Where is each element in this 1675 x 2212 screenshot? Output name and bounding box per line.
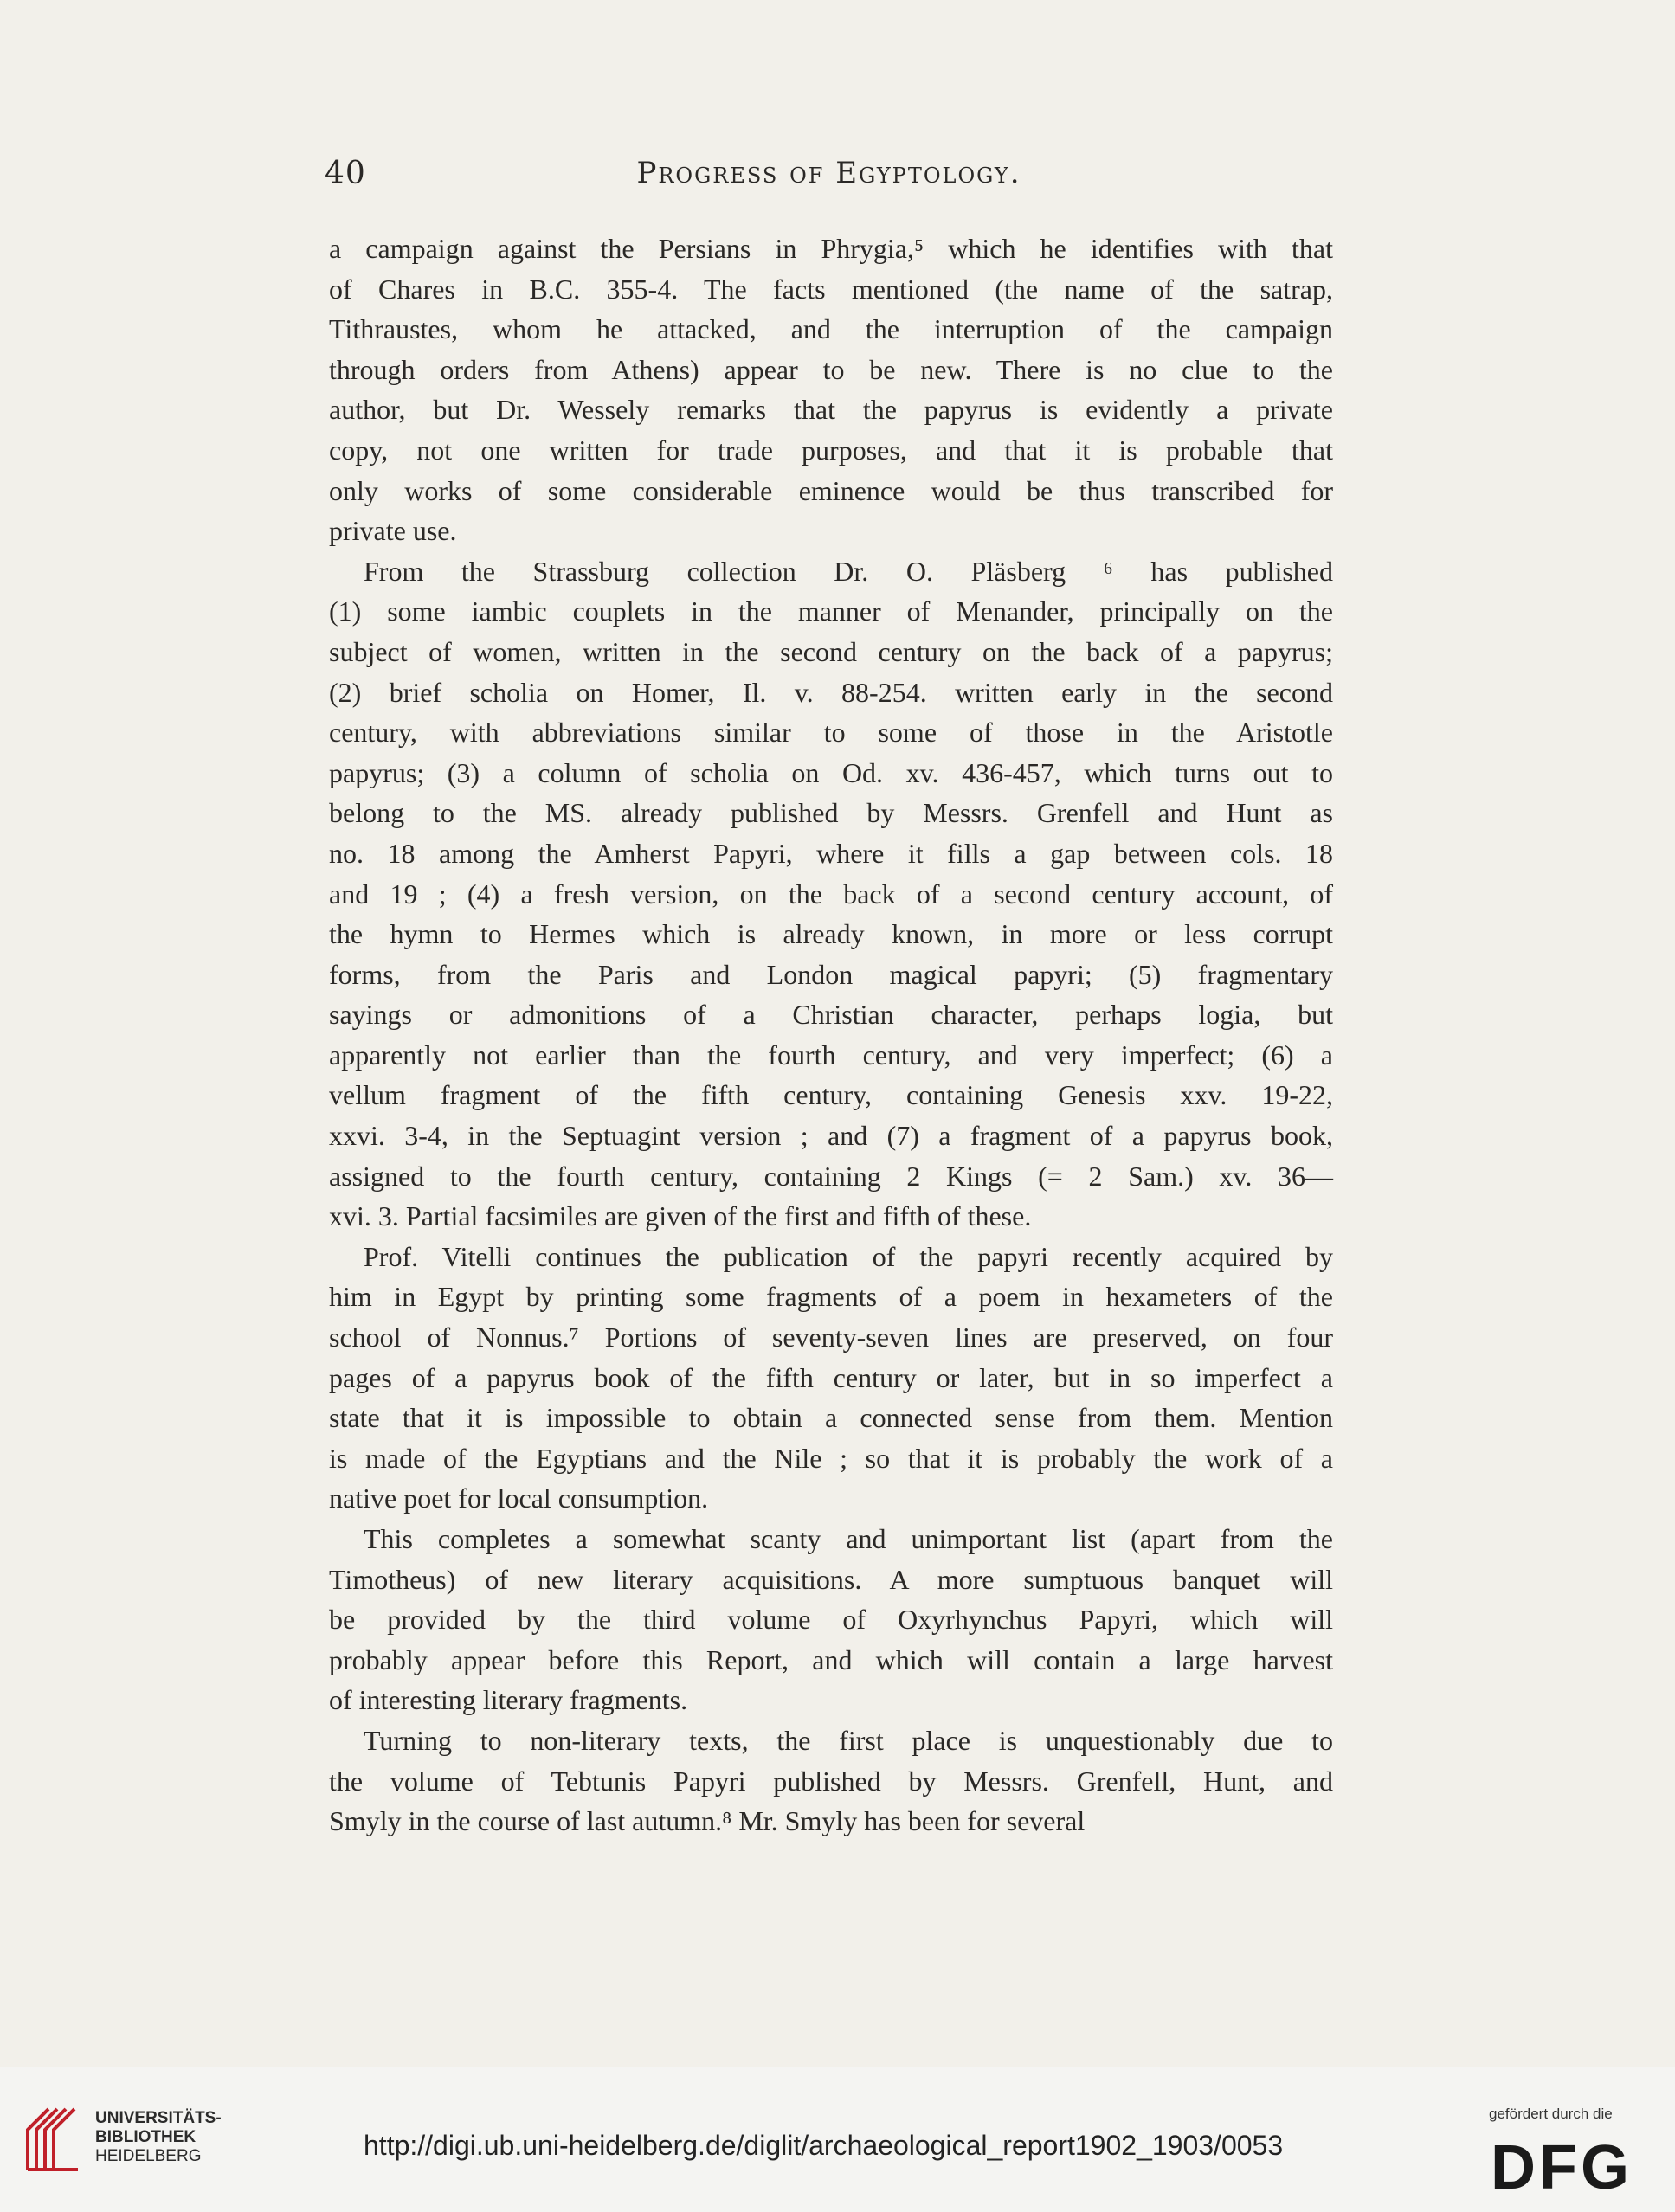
text-line: sayings or admonitions of a Christian character, perhaps logia, but [329, 999, 1333, 1031]
library-name [95, 2109, 222, 2166]
text-line: century, with abbreviations similar to some of those in the Aristotle [329, 717, 1333, 749]
text-line: be provided by the third volume of Oxyrhynchus Papyri, which will [329, 1604, 1333, 1636]
body-text [329, 228, 1333, 1842]
text-line: copy, not one written for trade purposes, and that it is probable that [329, 434, 1333, 466]
text-line: assigned to the fourth century, containing 2 Kings (= 2 Sam.) xv. 36— [329, 1160, 1333, 1192]
text-line: (1) some iambic couplets in the manner of Menander, principally on the [329, 595, 1333, 627]
library-name-line1: UNIVERSITÄTS- [95, 2109, 222, 2127]
paragraph [329, 551, 1333, 1237]
text-line: author, but Dr. Wessely remarks that the papyrus is evidently a private [329, 394, 1333, 426]
text-line: a campaign against the Persians in Phrygia,⁵ which he identifies with that [329, 233, 1333, 264]
text-line: papyrus; (3) a column of scholia on Od. xv. 436-457, which turns out to [329, 756, 1333, 788]
text-line: pages of a papyrus book of the fifth century or later, but in so imperfect a [329, 1361, 1333, 1393]
text-line: through orders from Athens) appear to be new. There is no clue to the [329, 353, 1333, 385]
text-line: only works of some considerable eminence would be thus transcribed for [329, 474, 1333, 506]
paragraph [329, 1237, 1333, 1519]
text-line: the volume of Tebtunis Papyri published by Messrs. Grenfell, Hunt, and [329, 1765, 1333, 1797]
text-line: is made of the Egyptians and the Nile ; so that it is probably the work of a [329, 1442, 1333, 1474]
text-line: Turning to non-literary texts, the first place is unquestionably due to [364, 1724, 1333, 1756]
text-line: xxvi. 3-4, in the Septuagint version ; and (7) a fragment of a papyrus book, [329, 1120, 1333, 1152]
text-line: From the Strassburg collection Dr. O. Pläsberg ⁶ has published [364, 555, 1333, 587]
text-line: Smyly in the course of last autumn.⁸ Mr. Smyly has been for several [329, 1805, 1086, 1837]
paragraph [329, 1720, 1333, 1842]
text-line: probably appear before this Report, and which will contain a large harvest [329, 1643, 1333, 1675]
page-number: 40 [325, 156, 366, 191]
text-line: Timotheus) of new literary acquisitions. A more sumptuous banquet will [329, 1563, 1333, 1595]
running-title: Progress of Egyptology. [636, 156, 1021, 190]
footer-bar [0, 2067, 1675, 2212]
text-line: school of Nonnus.⁷ Portions of seventy-seven lines are preserved, on four [329, 1321, 1333, 1354]
page-header [325, 156, 1333, 199]
text-line: native poet for local consumption. [329, 1482, 709, 1514]
text-line: no. 18 among the Amherst Papyri, where it fills a gap between cols. 18 [329, 837, 1333, 869]
text-line: the hymn to Hermes which is already known, in more or less corrupt [329, 918, 1333, 950]
text-line: This completes a somewhat scanty and unimportant list (apart from the [364, 1523, 1333, 1554]
text-line: apparently not earlier than the fourth century, and very imperfect; (6) a [329, 1038, 1333, 1071]
funder-note: gefördert durch die [1489, 2106, 1613, 2122]
text-line: subject of women, written in the second century on the back of a papyrus; [329, 635, 1333, 667]
text-line: and 19 ; (4) a fresh version, on the back of a second century account, of [329, 878, 1333, 910]
text-line: Tithraustes, whom he attacked, and the interruption of the campaign [329, 313, 1333, 345]
paragraph [329, 228, 1333, 551]
dfg-logo: DFG [1491, 2133, 1633, 2202]
text-line: vellum fragment of the fifth century, containing Genesis xxv. 19-22, [329, 1079, 1333, 1111]
permalink-url[interactable]: http://digi.ub.uni-heidelberg.de/diglit/archaeological_report1902_1903/0053 [364, 2130, 1284, 2161]
text-line: forms, from the Paris and London magical papyri; (5) fragmentary [329, 958, 1333, 990]
library-name-line3: HEIDELBERG [95, 2147, 202, 2165]
library-name-line2: BIBLIOTHEK [95, 2128, 196, 2146]
text-line: xvi. 3. Partial facsimiles are given of the first and fifth of these. [329, 1200, 1032, 1232]
text-line: Prof. Vitelli continues the publication of the papyri recently acquired by [364, 1240, 1333, 1272]
text-line: him in Egypt by printing some fragments of a poem in hexameters of the [329, 1281, 1333, 1313]
text-line: of interesting literary fragments. [329, 1684, 688, 1716]
text-line: state that it is impossible to obtain a connected sense from them. Mention [329, 1402, 1333, 1434]
text-line: private use. [329, 515, 457, 547]
university-library-logo-icon [23, 2106, 83, 2173]
text-line: (2) brief scholia on Homer, Il. v. 88-254. written early in the second [329, 676, 1333, 708]
paragraph [329, 1519, 1333, 1720]
text-line: belong to the MS. already published by Messrs. Grenfell and Hunt as [329, 797, 1333, 829]
text-line: of Chares in B.C. 355-4. The facts mentioned (the name of the satrap, [329, 273, 1333, 305]
